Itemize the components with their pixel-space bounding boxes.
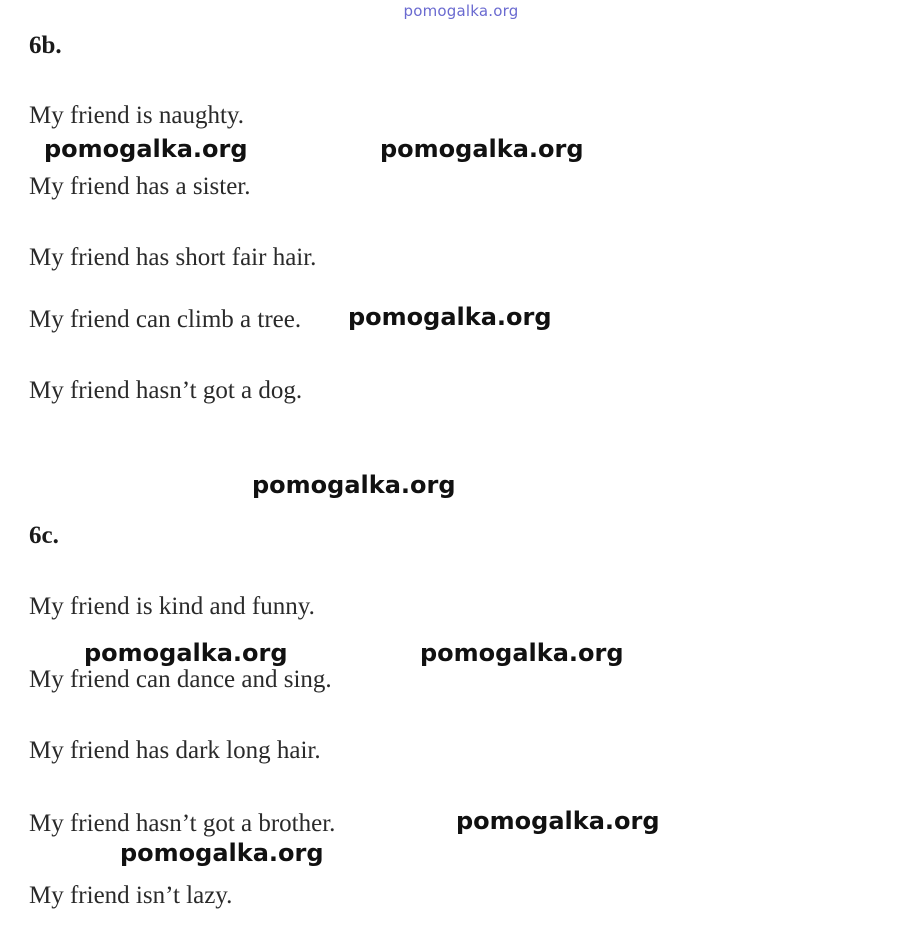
section-6c-line-3: My friend has dark long hair. <box>29 737 321 764</box>
section-6b-line-3: My friend has short fair hair. <box>29 244 317 271</box>
watermark: pomogalka.org <box>120 839 324 867</box>
section-6b-line-1: My friend is naughty. <box>29 102 245 129</box>
top-watermark: pomogalka.org <box>403 2 519 20</box>
section-6c-line-2: My friend can dance and sing. <box>29 666 332 693</box>
watermark: pomogalka.org <box>456 807 660 835</box>
section-6b-line-5: My friend hasn’t got a dog. <box>29 377 303 404</box>
section-6b-heading: 6b. <box>29 32 62 59</box>
section-6c-line-5: My friend isn’t lazy. <box>29 882 233 909</box>
watermark: pomogalka.org <box>44 135 248 163</box>
watermark: pomogalka.org <box>252 471 456 499</box>
watermark: pomogalka.org <box>380 135 584 163</box>
section-6b-line-4: My friend can climb a tree. <box>29 306 302 333</box>
watermark: pomogalka.org <box>84 639 288 667</box>
section-6c-heading: 6c. <box>29 522 59 549</box>
section-6b-line-2: My friend has a sister. <box>29 173 251 200</box>
section-6c-line-4: My friend hasn’t got a brother. <box>29 810 336 837</box>
watermark: pomogalka.org <box>420 639 624 667</box>
section-6c-line-1: My friend is kind and funny. <box>29 593 315 620</box>
watermark: pomogalka.org <box>348 303 552 331</box>
